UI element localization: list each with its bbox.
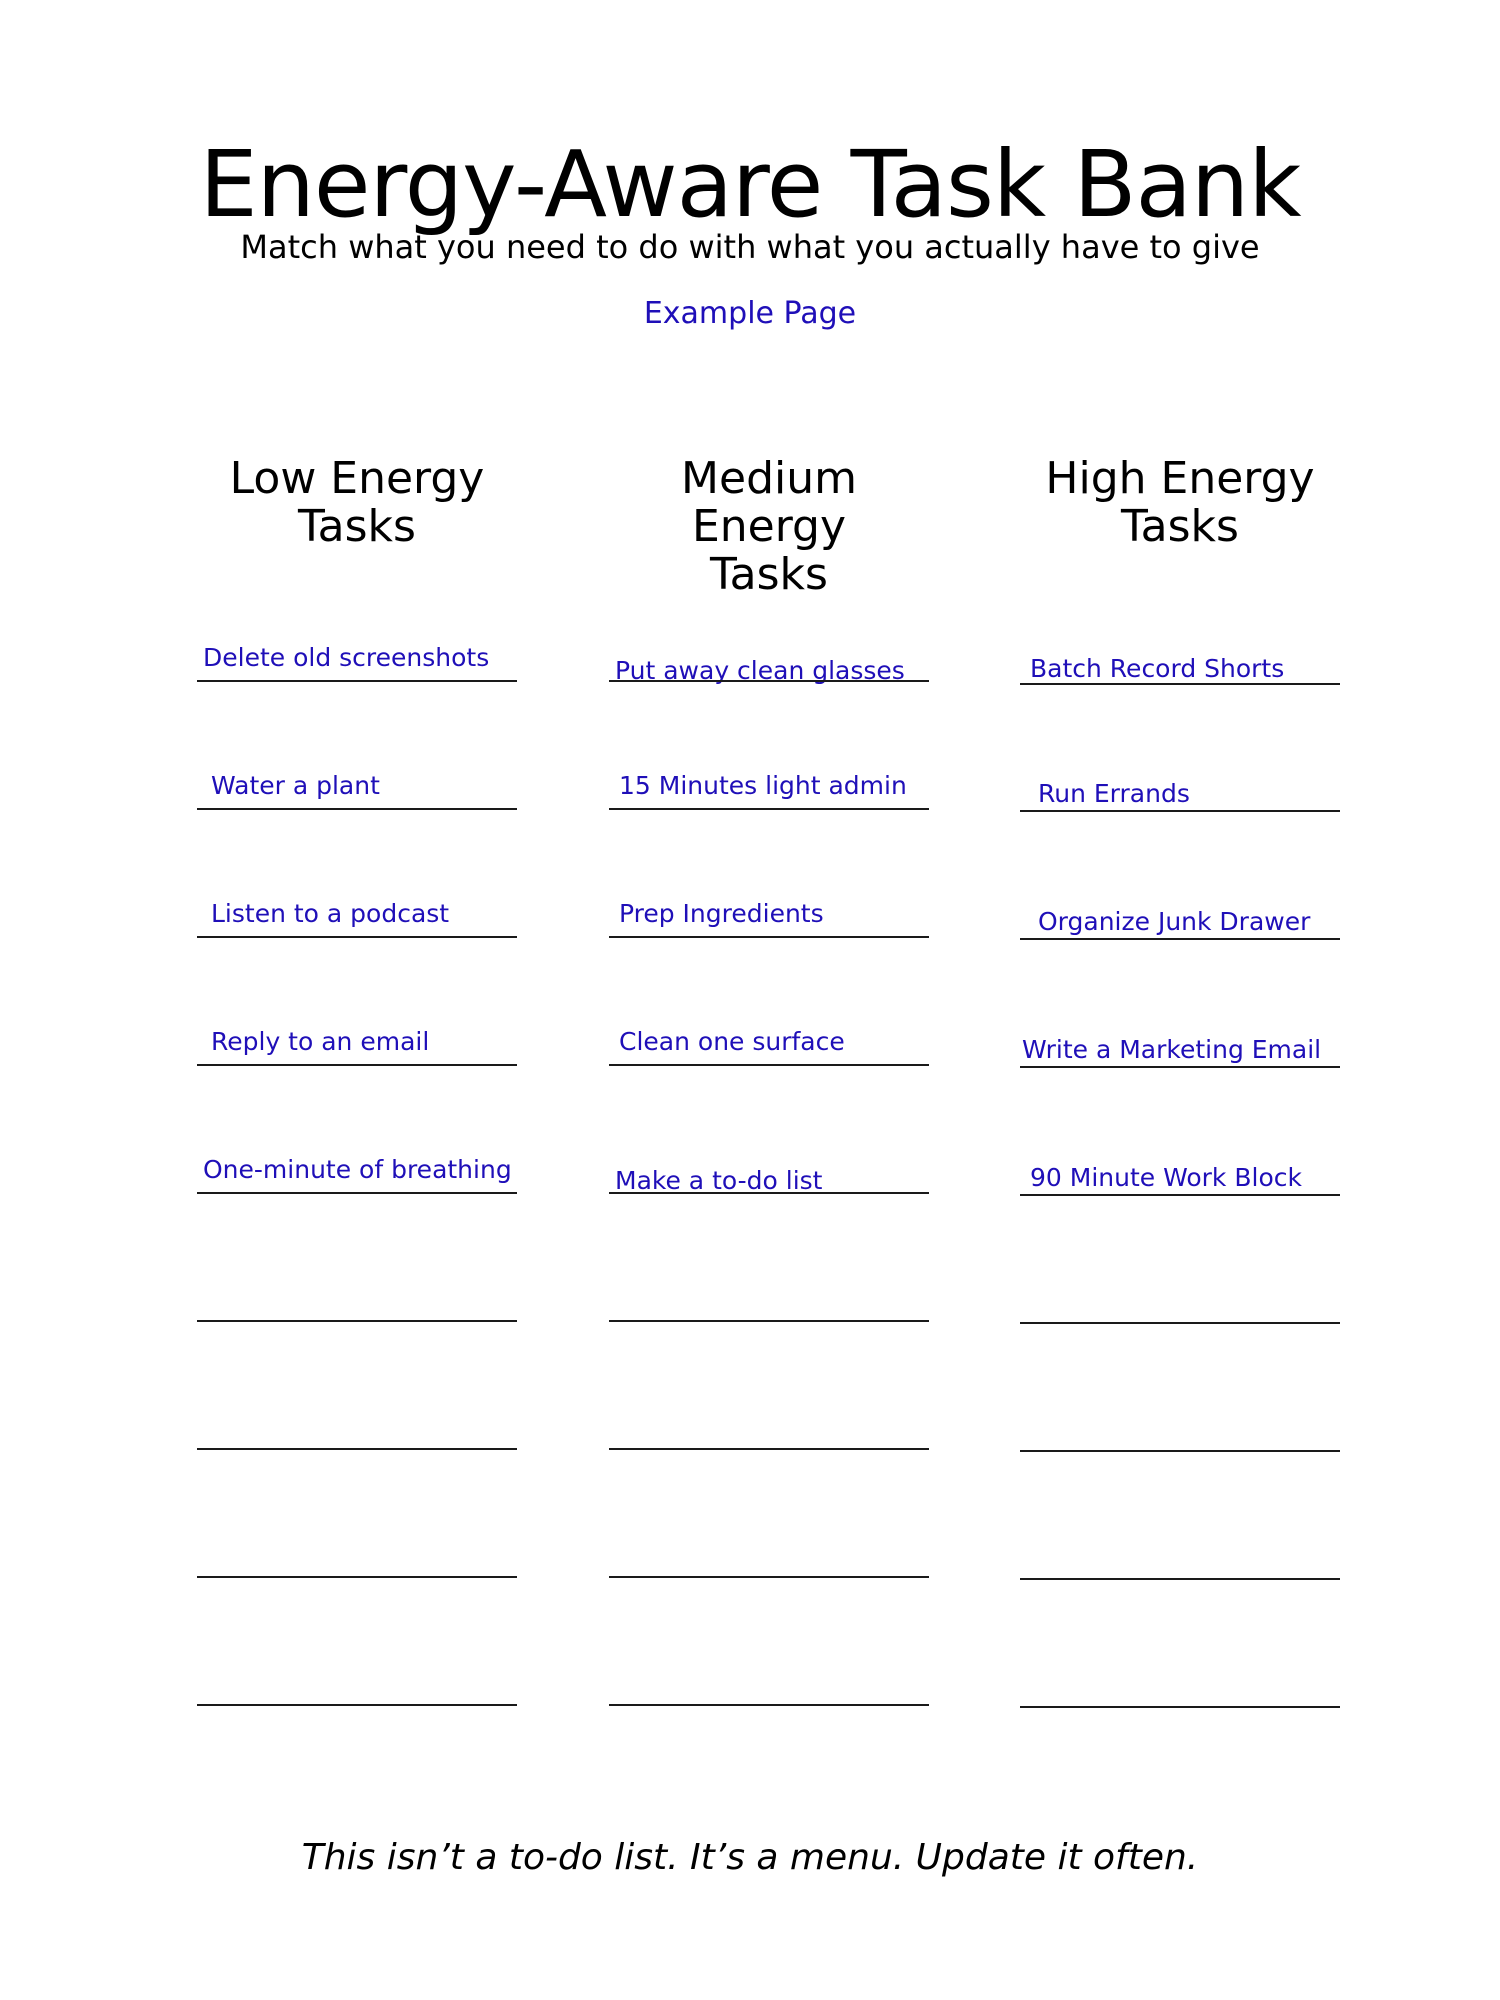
- task-row[interactable]: [1020, 748, 1340, 876]
- task-row[interactable]: [1020, 620, 1340, 748]
- write-line: [1020, 1194, 1340, 1196]
- task-row[interactable]: [197, 1388, 517, 1516]
- task-entry[interactable]: Write a Marketing Email: [1022, 1035, 1322, 1064]
- column-heading-medium: [609, 453, 929, 600]
- column-heading-line2: Tasks: [710, 549, 828, 600]
- write-line: [197, 1576, 517, 1578]
- write-line: [609, 1576, 929, 1578]
- write-line: [609, 1064, 929, 1066]
- column-heading-line2: Tasks: [1121, 501, 1239, 552]
- write-line: [609, 1320, 929, 1322]
- write-line: [1020, 1066, 1340, 1068]
- task-row[interactable]: [197, 1132, 517, 1260]
- task-entry[interactable]: Run Errands: [1038, 779, 1190, 808]
- write-line: [609, 1704, 929, 1706]
- write-line: [197, 1192, 517, 1194]
- task-entry[interactable]: Reply to an email: [211, 1027, 430, 1056]
- task-row[interactable]: [197, 1004, 517, 1132]
- task-entry[interactable]: 90 Minute Work Block: [1030, 1163, 1302, 1192]
- write-line: [197, 1064, 517, 1066]
- task-row[interactable]: [1020, 1132, 1340, 1260]
- task-row[interactable]: [1020, 1388, 1340, 1516]
- write-line: [1020, 938, 1340, 940]
- write-line: [609, 936, 929, 938]
- column-heading-high: [1020, 455, 1340, 551]
- task-row[interactable]: [197, 748, 517, 876]
- column-heading-line1: Low Energy: [229, 453, 485, 504]
- column-low-energy: [197, 453, 517, 1184]
- task-row[interactable]: [609, 1132, 929, 1260]
- task-row[interactable]: [1020, 1260, 1340, 1388]
- task-row[interactable]: [609, 1516, 929, 1644]
- write-line: [197, 808, 517, 810]
- write-line: [197, 936, 517, 938]
- task-entry[interactable]: One-minute of breathing: [203, 1155, 512, 1184]
- column-heading-line1: Medium Energy: [681, 453, 857, 552]
- column-heading-line2: Tasks: [298, 501, 416, 552]
- write-line: [197, 1320, 517, 1322]
- task-entry[interactable]: Water a plant: [211, 771, 380, 800]
- task-entry[interactable]: Organize Junk Drawer: [1038, 907, 1311, 936]
- page-title: Energy-Aware Task Bank: [199, 131, 1301, 238]
- column-high-energy: [1020, 453, 1340, 1192]
- column-medium-energy: [609, 453, 929, 1195]
- task-row[interactable]: [609, 876, 929, 1004]
- task-row[interactable]: [1020, 876, 1340, 1004]
- task-entry[interactable]: Make a to-do list: [615, 1166, 823, 1195]
- write-line: [197, 1448, 517, 1450]
- task-row[interactable]: [197, 620, 517, 748]
- write-line: [609, 808, 929, 810]
- task-row[interactable]: [1020, 1516, 1340, 1644]
- task-entry[interactable]: Batch Record Shorts: [1030, 654, 1285, 683]
- task-row[interactable]: [1020, 1644, 1340, 1772]
- task-row[interactable]: [609, 1644, 929, 1772]
- task-entry[interactable]: Put away clean glasses: [615, 656, 905, 685]
- footer-note: This isn’t a to-do list. It’s a menu. Update it often.: [301, 1837, 1199, 1878]
- column-heading-low: [197, 455, 517, 551]
- write-line: [1020, 1322, 1340, 1324]
- task-row[interactable]: [609, 748, 929, 876]
- column-heading-line1: High Energy: [1045, 453, 1315, 504]
- task-entry[interactable]: 15 Minutes light admin: [619, 771, 907, 800]
- task-row[interactable]: [1020, 1004, 1340, 1132]
- task-entry[interactable]: Prep Ingredients: [619, 899, 824, 928]
- write-line: [1020, 683, 1340, 685]
- task-list-medium: [609, 620, 929, 1772]
- task-row[interactable]: [197, 1260, 517, 1388]
- task-list-low: [197, 620, 517, 1772]
- task-row[interactable]: [609, 1004, 929, 1132]
- write-line: [609, 1192, 929, 1194]
- task-row[interactable]: [609, 1388, 929, 1516]
- write-line: [1020, 810, 1340, 812]
- task-list-high: [1020, 620, 1340, 1772]
- task-row[interactable]: [609, 620, 929, 748]
- task-row[interactable]: [197, 876, 517, 1004]
- write-line: [609, 680, 929, 682]
- task-row[interactable]: [197, 1644, 517, 1772]
- write-line: [1020, 1578, 1340, 1580]
- write-line: [1020, 1706, 1340, 1708]
- task-row[interactable]: [609, 1260, 929, 1388]
- example-page-label: Example Page: [643, 296, 857, 331]
- task-row[interactable]: [197, 1516, 517, 1644]
- write-line: [1020, 1450, 1340, 1452]
- write-line: [197, 1704, 517, 1706]
- write-line: [609, 1448, 929, 1450]
- task-entry[interactable]: Delete old screenshots: [203, 643, 490, 672]
- task-entry[interactable]: Clean one surface: [619, 1027, 845, 1056]
- task-entry[interactable]: Listen to a podcast: [211, 899, 450, 928]
- page-subtitle: Match what you need to do with what you actually have to give: [240, 228, 1260, 266]
- write-line: [197, 680, 517, 682]
